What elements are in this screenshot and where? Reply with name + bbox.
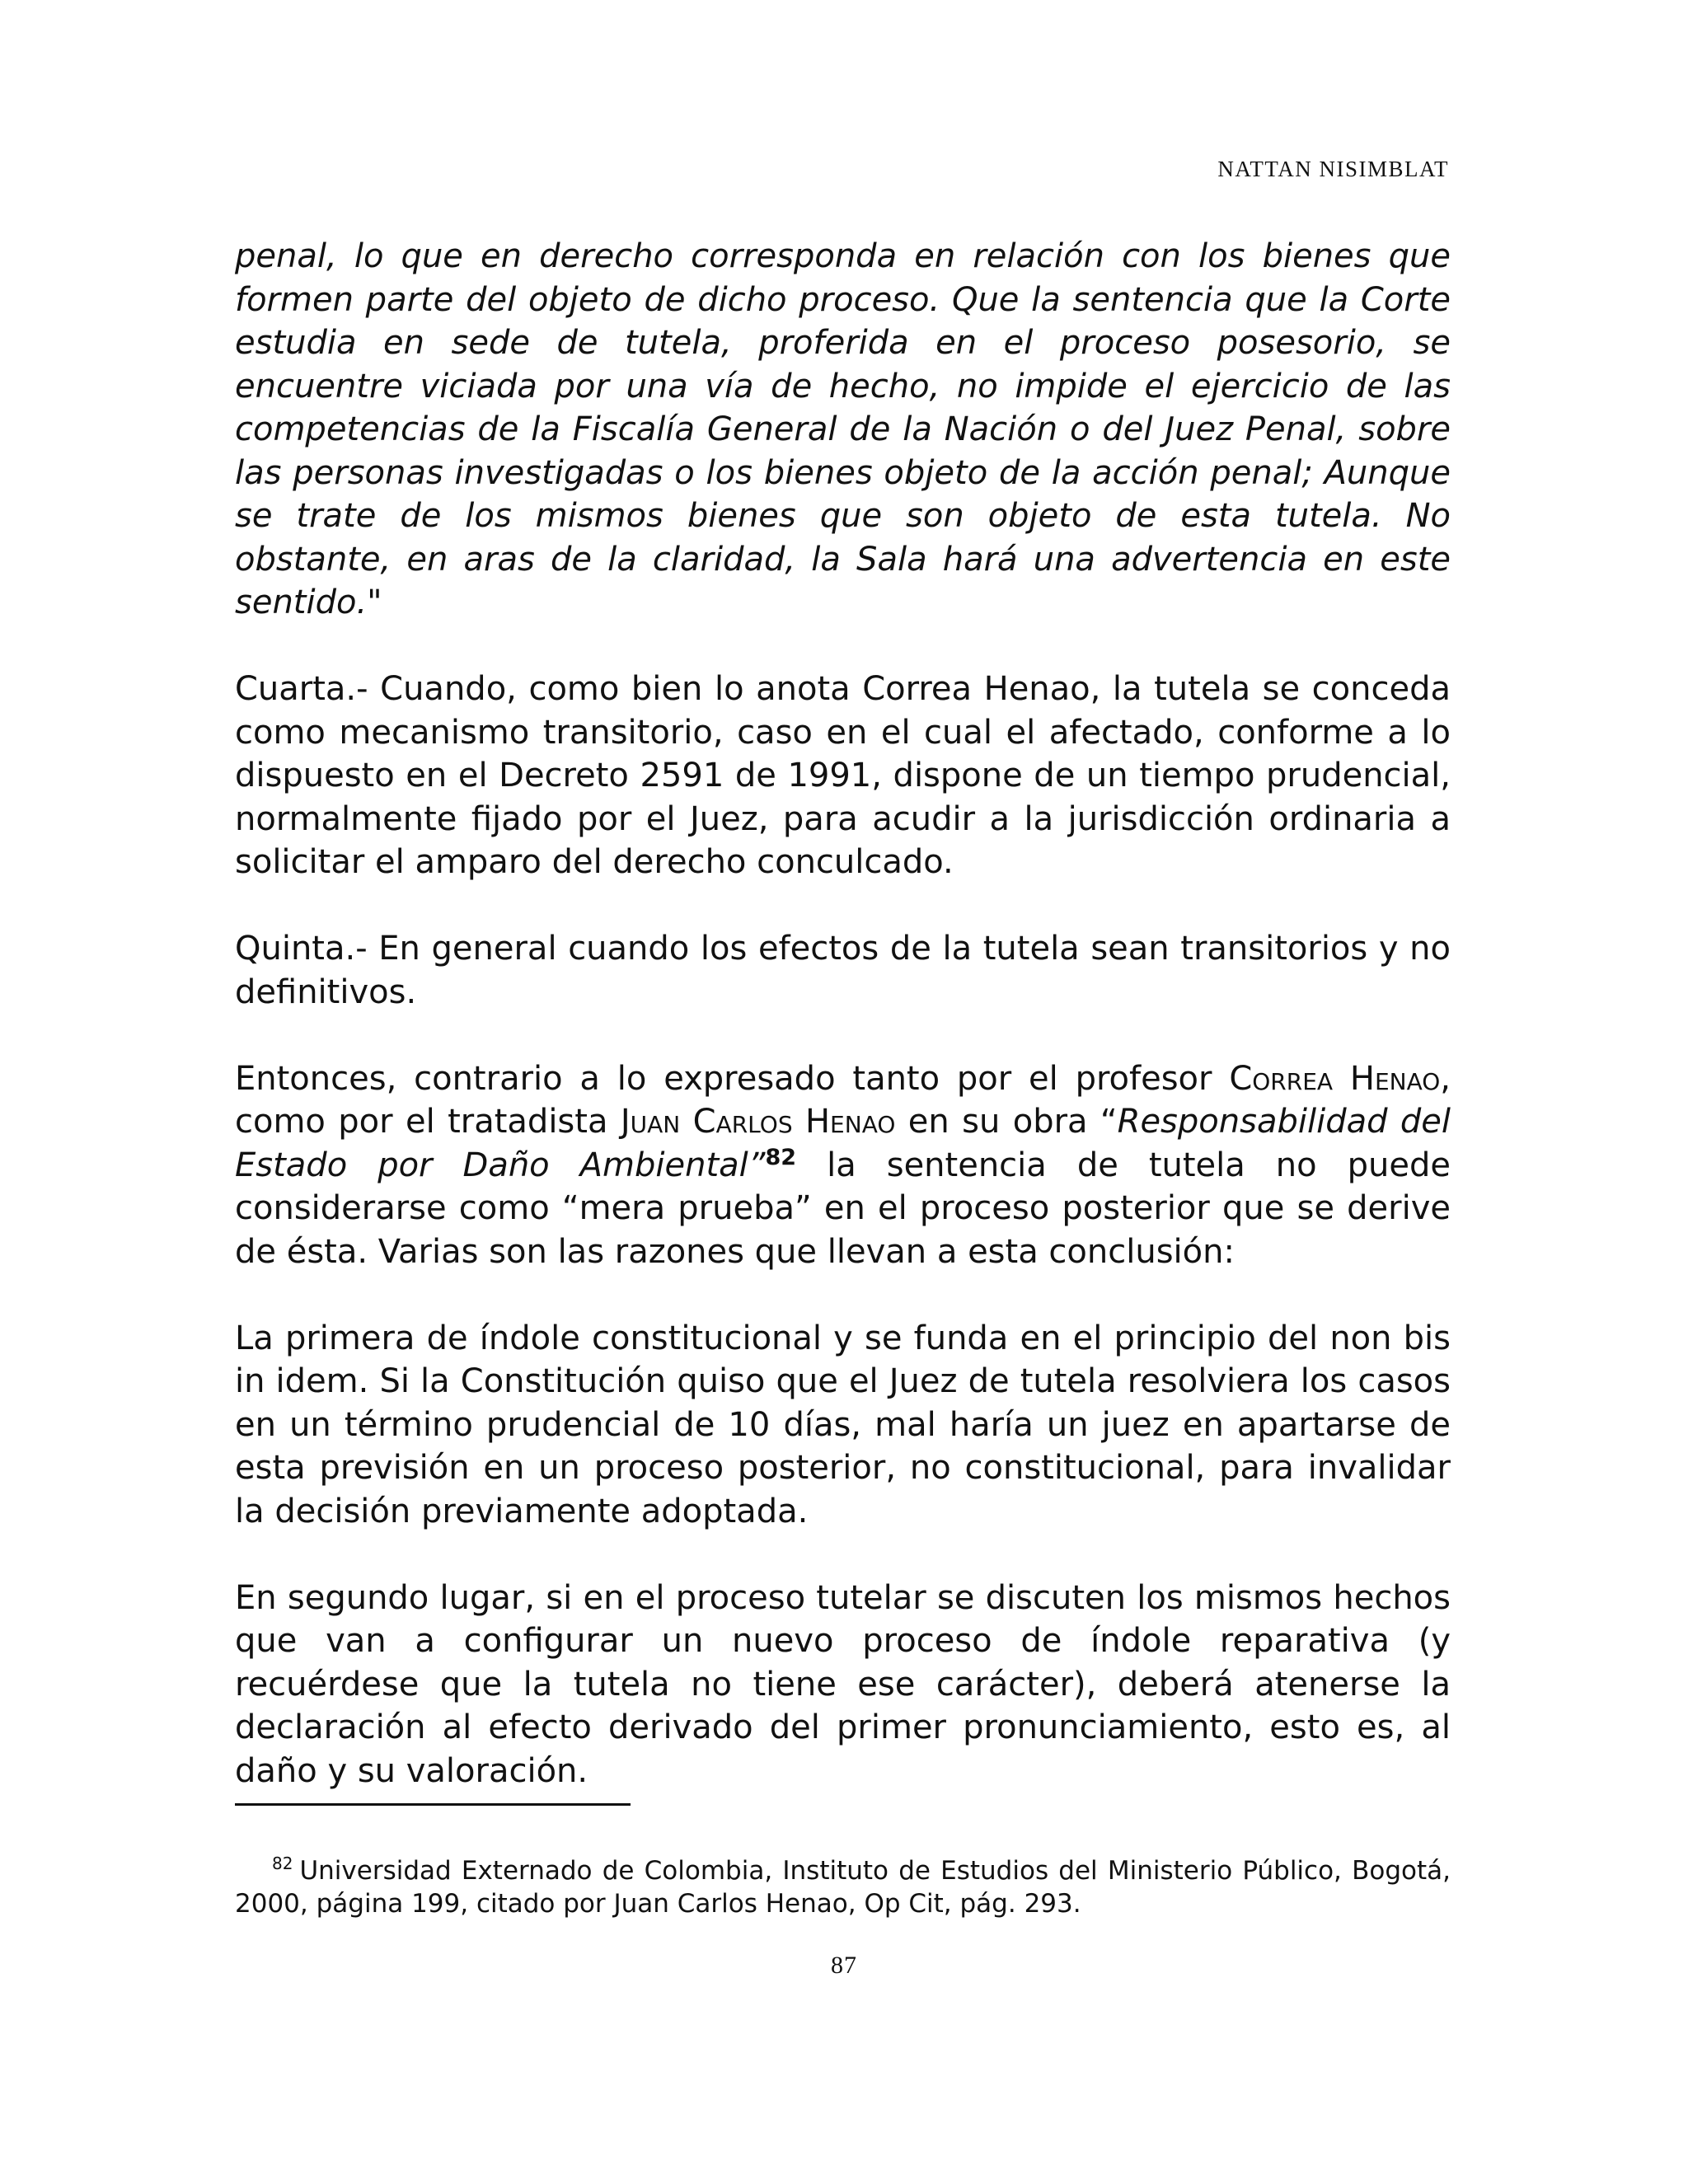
page-number: 87 — [831, 1952, 857, 1979]
author-name: Juan Carlos Henao — [620, 1103, 896, 1141]
paragraph-primera: La primera de índole constitucional y se funda en el principio del non bis in idem. Si la Constitución quiso que el Juez de tutela resolviera los casos en un término prudencial de 10 días, mal haría un juez en apartarse de esta previsión en un proceso posterior, no constitucional, para invalidar la decisión previamente adoptada. — [235, 1319, 1451, 1530]
paragraph-text: Entonces, contrario a lo expresado tanto por el profesor — [235, 1059, 1230, 1098]
footnote-separator — [235, 1803, 631, 1806]
paragraph-segundo: En segundo lugar, si en el proceso tutelar se discuten los mismos hechos que van a configurar un nuevo proceso de índole reparativa (y recuérdese que la tutela no tiene ese carácter), deberá atenerse la declaración al efecto derivado del primer pronunciamiento, esto es, al daño y su valoración. — [235, 1578, 1451, 1790]
author-name: Correa Henao — [1229, 1059, 1441, 1098]
running-header: NATTAN NISIMBLAT — [1217, 157, 1449, 181]
footnote-reference[interactable]: 82 — [765, 1144, 797, 1170]
footnote-text: Universidad Externado de Colombia, Instituto de Estudios del Ministerio Público, Bogotá, 2000, página 199, citado por Juan Carlos Henao, Op Cit, pág. 293. — [235, 1856, 1451, 1919]
paragraph-cuarta: Cuarta.- Cuando, como bien lo anota Correa Henao, la tutela se conceda como mecanismo transitorio, caso en el cual el afectado, conforme a lo dispuesto en el Decreto 2591 de 1991, dispone de un tiempo prudencial, normalmente fijado por el Juez, para acudir a la jurisdicción ordinaria a solicitar el amparo del derecho conculcado. — [235, 670, 1451, 881]
paragraph-text: , como por el tratadista — [235, 1059, 1451, 1141]
work-title: Responsabilidad del Estado por Daño Ambiental” — [235, 1103, 1451, 1184]
paragraph-text: en su obra “ — [895, 1103, 1118, 1141]
paragraph-quinta: Quinta.- En general cuando los efectos de la tutela sean transitorios y no definitivos. — [235, 930, 1451, 1011]
body-text — [235, 235, 1451, 1836]
quoted-paragraph: penal, lo que en derecho corresponda en relación con los bienes que formen parte del objeto de dicho proceso. Que la sentencia que la Corte estudia en sede de tutela, proferida en el proceso posesorio, se encuentre viciada por una vía de hecho, no impide el ejercicio de las competencias de la Fiscalía General de la Nación o del Juez Penal, sobre las personas investigadas o los bienes objeto de la acción penal; Aunque se trate de los mismos bienes que son objeto de esta tutela. No obstante, en aras de la claridad, la Sala hará una advertencia en este sentido." — [235, 237, 1451, 621]
paragraph-text: la sentencia de tutela no puede considerarse como “mera prueba” en el proceso posterior que se derive de ésta. Varias son las razones que llevan a esta conclusión: — [235, 1146, 1451, 1271]
footnote — [235, 1854, 1451, 1920]
footnote-number: 82 — [272, 1854, 293, 1873]
paragraph-entonces — [235, 1057, 1451, 1274]
